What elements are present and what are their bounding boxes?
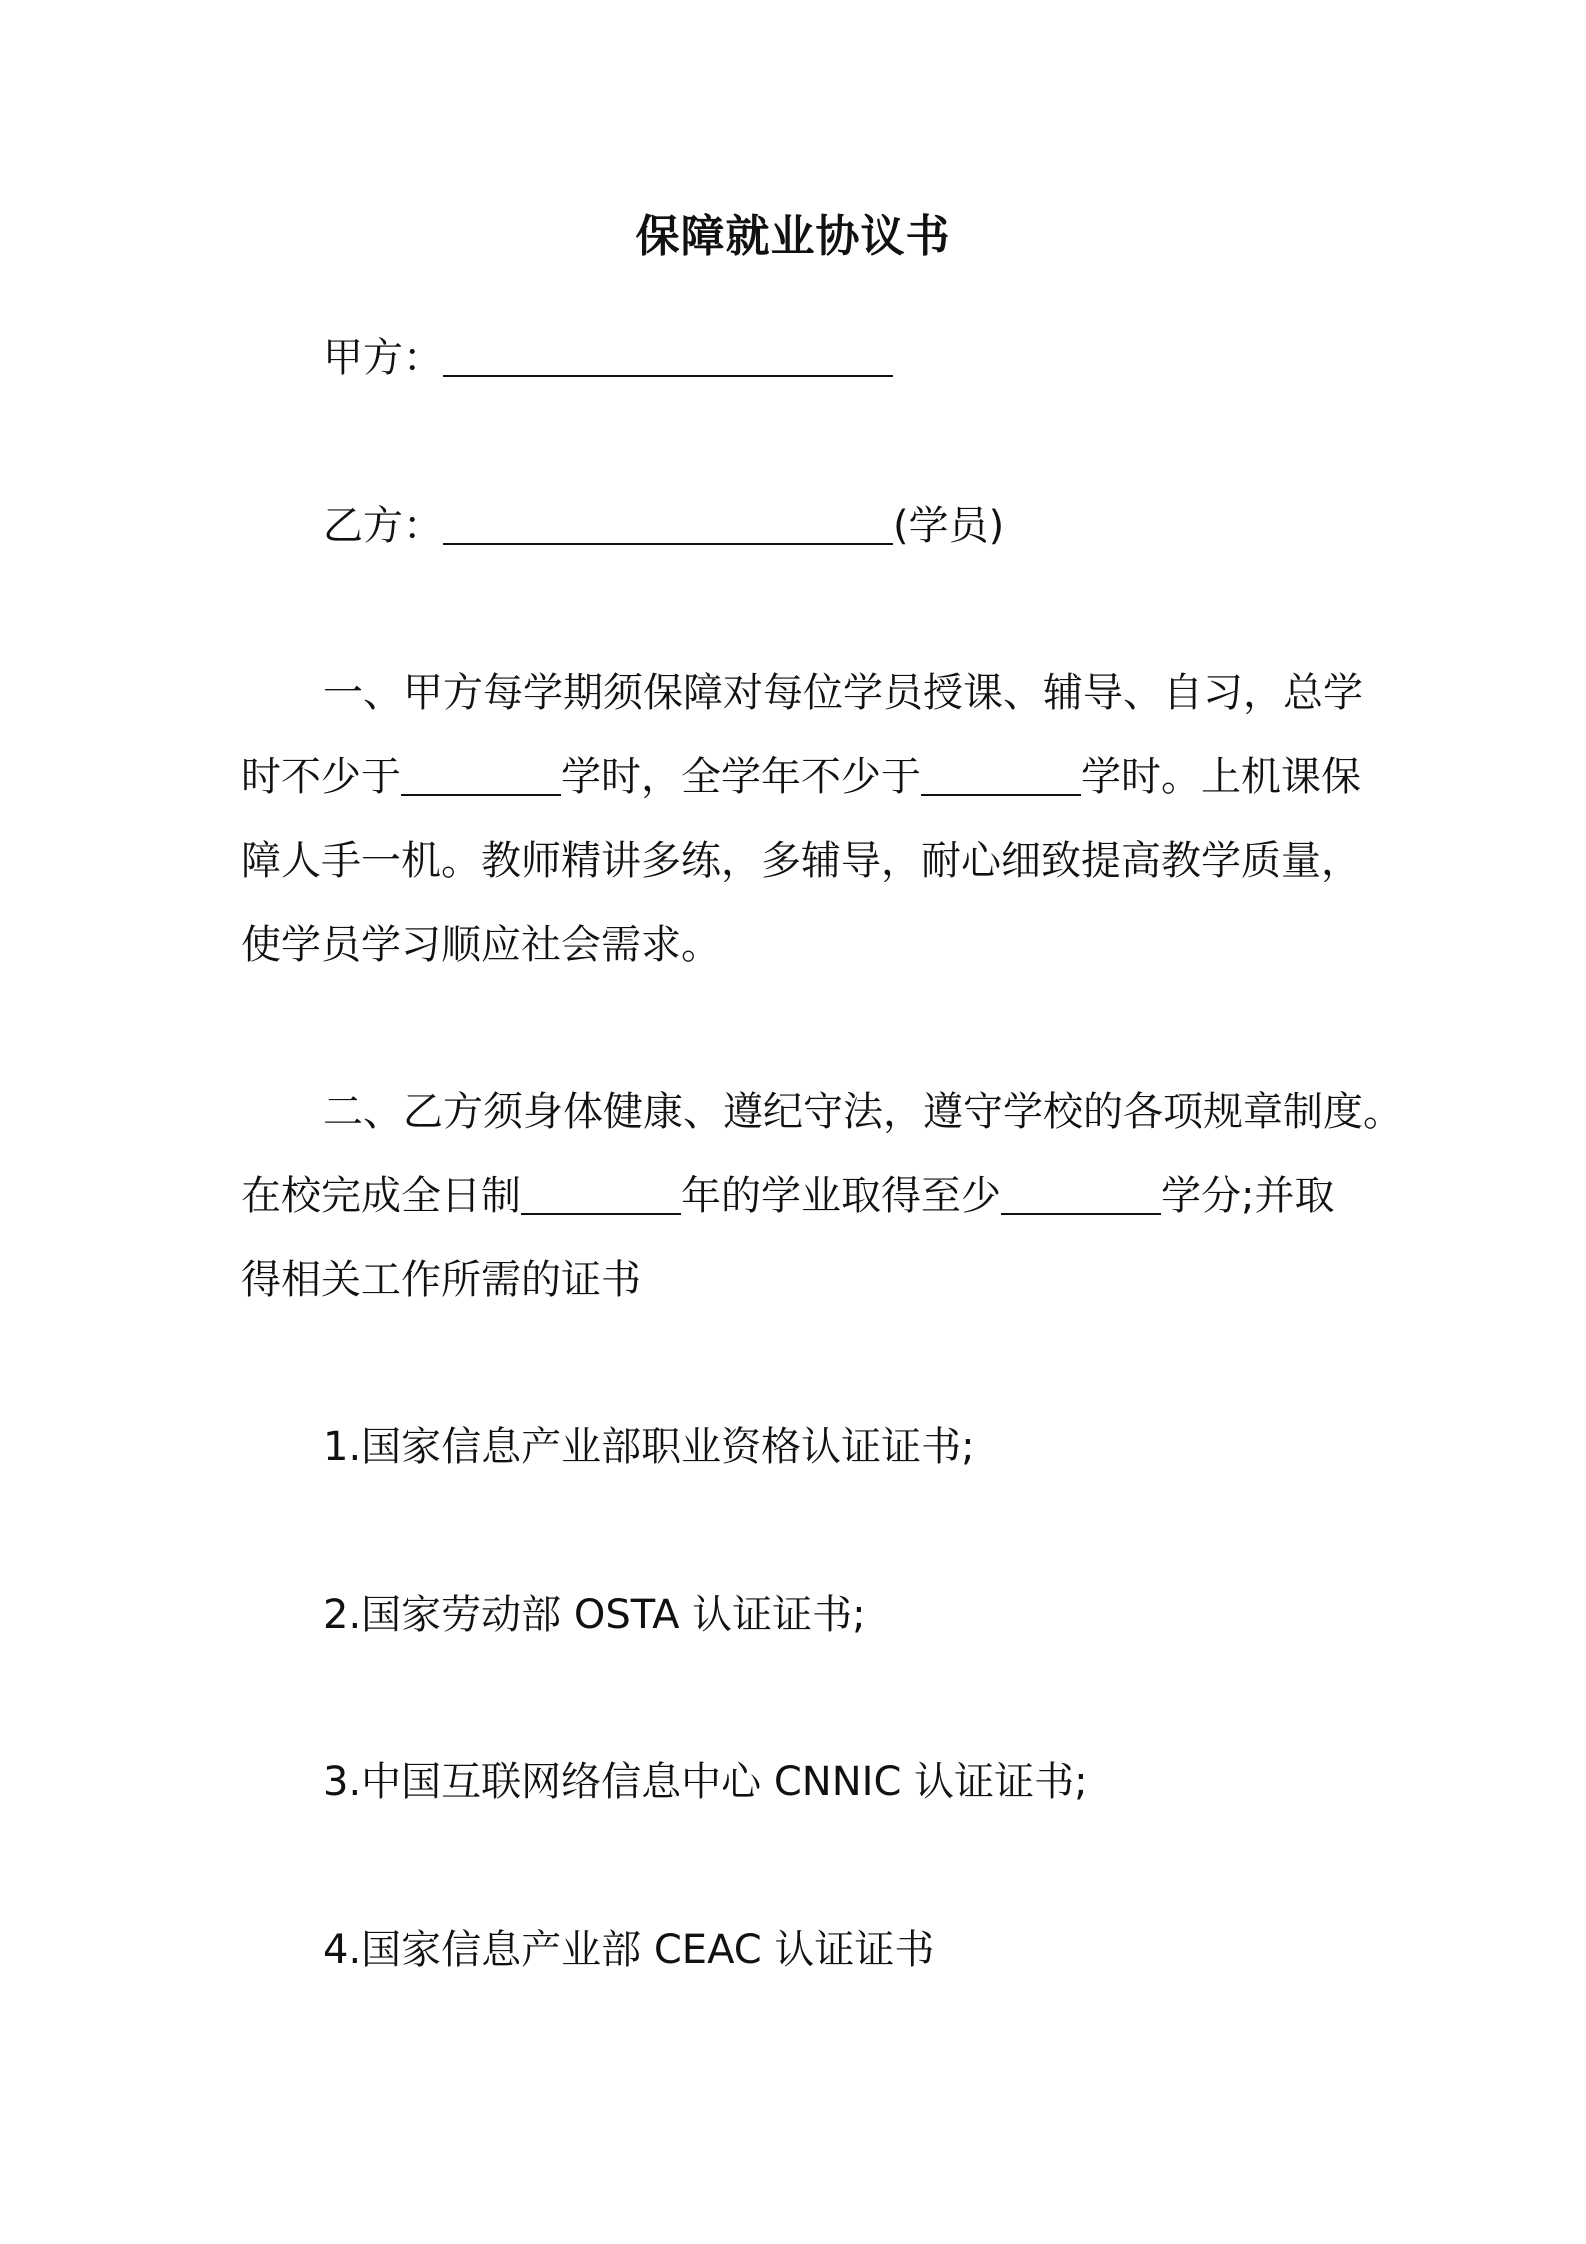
clause1-text-b: 学时，全学年不少于 (561, 754, 921, 800)
party-b-label: 乙方： (323, 503, 443, 549)
clause2-line1: 二、乙方须身体健康、遵纪守法，遵守学校的各项规章制度。 (323, 1089, 1403, 1135)
cert-item-1: 1.国家信息产业部职业资格认证证书; (323, 1424, 975, 1470)
clause1-text-a: 时不少于 (241, 754, 401, 800)
clause1-line3: 障人手一机。教师精讲多练，多辅导，耐心细致提高教学质量， (241, 838, 1361, 884)
party-b-line (323, 498, 1004, 554)
clause1-line2 (241, 749, 1361, 805)
clause2-text-a: 在校完成全日制 (241, 1173, 521, 1219)
semester-hours-blank (401, 754, 561, 796)
party-a-blank (443, 335, 893, 377)
annual-hours-blank (921, 754, 1081, 796)
years-blank (521, 1173, 681, 1215)
cert-item-4: 4.国家信息产业部 CEAC 认证证书 (323, 1927, 935, 1973)
party-b-blank (443, 503, 893, 545)
clause2-text-b: 年的学业取得至少 (681, 1173, 1001, 1219)
party-a-label: 甲方： (323, 335, 443, 381)
clause1-line4: 使学员学习顺应社会需求。 (241, 922, 721, 968)
clause1-text-c: 学时。上机课保 (1081, 754, 1361, 800)
clause2-line3: 得相关工作所需的证书 (241, 1257, 641, 1303)
clause2-text-c: 学分;并取 (1161, 1173, 1335, 1219)
cert-item-3: 3.中国互联网络信息中心 CNNIC 认证证书; (323, 1759, 1088, 1805)
document-title: 保障就业协议书 (635, 211, 951, 262)
party-b-suffix: (学员) (893, 503, 1005, 549)
clause1-line1: 一、甲方每学期须保障对每位学员授课、辅导、自习，总学 (323, 670, 1363, 716)
party-a-line (323, 330, 893, 386)
cert-item-2: 2.国家劳动部 OSTA 认证证书; (323, 1592, 866, 1638)
credits-blank (1001, 1173, 1161, 1215)
clause2-line2 (241, 1168, 1334, 1224)
